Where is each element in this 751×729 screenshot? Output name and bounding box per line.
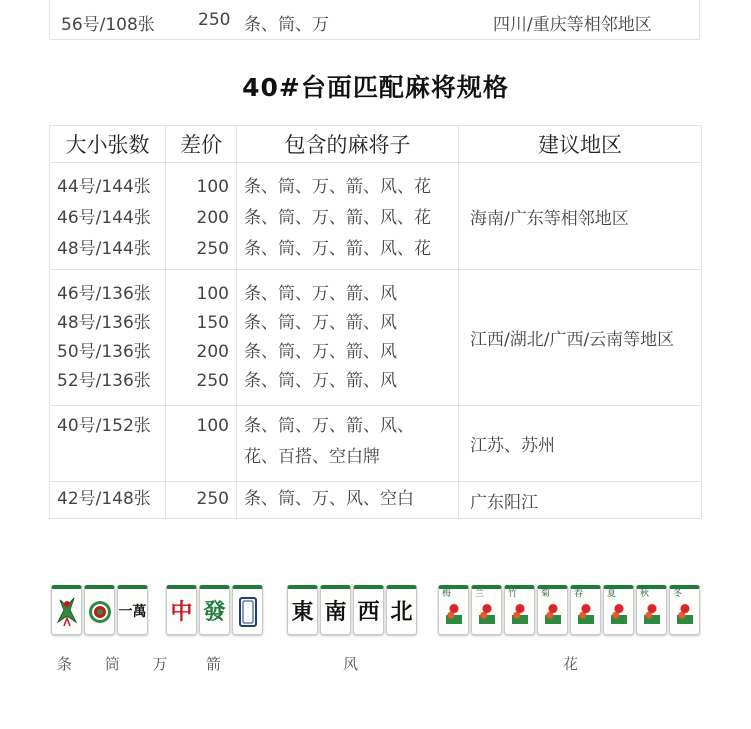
tile-char: 中 <box>170 598 193 625</box>
tiles-cell <box>237 163 459 270</box>
tiles-value: 条、筒、万、箭、风、 <box>244 416 414 436</box>
region-cell: 海南/广东等相邻地区 <box>459 163 702 270</box>
circle-tile <box>84 585 115 635</box>
price-value: 100 <box>196 284 229 304</box>
caption-flowers: 花 <box>563 655 579 673</box>
circle-icon <box>87 592 113 632</box>
price-cell <box>166 163 237 270</box>
tile-char: 北 <box>390 598 413 625</box>
size-value: 52号/136张 <box>57 371 151 391</box>
flower-tile-chrysanthemum <box>537 585 568 635</box>
caption-dragons: 箭 <box>206 655 222 673</box>
region-cell: 广东阳江 <box>459 482 702 519</box>
table-header-row <box>50 126 702 163</box>
tile-char: 南 <box>324 598 347 625</box>
size-value: 48号/136张 <box>57 313 151 333</box>
price-value: 250 <box>196 239 229 259</box>
tile-char: 東 <box>291 598 314 625</box>
white-dragon-tile <box>232 585 263 635</box>
price-value: 200 <box>196 208 229 228</box>
tiles-cell <box>237 482 459 519</box>
flower-tile-plum <box>438 585 469 635</box>
tile-char: 春 <box>574 589 584 599</box>
east-wind-tile <box>287 585 318 635</box>
price-cell <box>166 406 237 482</box>
header-tiles: 包含的麻将子 <box>237 126 459 163</box>
table-row <box>50 406 702 482</box>
price-value: 250 <box>196 371 229 391</box>
green-dragon-tile <box>199 585 230 635</box>
price-cell: 250 <box>198 10 231 30</box>
size-value: 46号/144张 <box>57 208 151 228</box>
table-row <box>50 482 702 519</box>
tile-char: 發 <box>203 598 226 625</box>
white-dragon-icon <box>237 595 259 629</box>
header-price: 差价 <box>166 126 237 163</box>
size-cell <box>50 163 166 270</box>
character-wan-tile <box>117 585 148 635</box>
tiles-value: 条、筒、万、箭、风、花 <box>244 208 431 228</box>
tile-char: 秋 <box>640 589 650 599</box>
tile-char: 西 <box>357 598 380 625</box>
tiles-value: 花、百搭、空白牌 <box>244 447 380 467</box>
price-cell <box>166 270 237 406</box>
tiles-cell <box>237 406 459 482</box>
flower-tile-bamboo <box>504 585 535 635</box>
flower-tile-autumn <box>636 585 667 635</box>
tile-char: 冬 <box>673 589 683 599</box>
header-size: 大小张数 <box>50 126 166 163</box>
tile-char: 梅 <box>442 589 452 599</box>
flower-tile-winter <box>669 585 700 635</box>
tiles-cell <box>237 270 459 406</box>
flower-tile-spring <box>570 585 601 635</box>
price-value: 250 <box>196 489 229 509</box>
size-value: 40号/152张 <box>57 416 151 436</box>
previous-table-row <box>49 0 700 40</box>
region-cell: 江西/湖北/广西/云南等地区 <box>459 270 702 406</box>
tile-char: 一萬 <box>118 603 147 620</box>
size-value: 48号/144张 <box>57 239 151 259</box>
west-wind-tile <box>353 585 384 635</box>
size-value: 42号/148张 <box>57 489 151 509</box>
price-value: 200 <box>196 342 229 362</box>
south-wind-tile <box>320 585 351 635</box>
size-value: 50号/136张 <box>57 342 151 362</box>
size-value: 44号/144张 <box>57 177 151 197</box>
tile-char: 竹 <box>508 589 518 599</box>
price-cell <box>166 482 237 519</box>
flower-tile-orchid <box>471 585 502 635</box>
spec-table <box>49 125 702 519</box>
tile-char: 兰 <box>475 589 485 599</box>
price-value: 150 <box>196 313 229 333</box>
tiles-cell: 条、筒、万 <box>244 15 329 35</box>
red-dragon-tile <box>166 585 197 635</box>
tile-char: 菊 <box>541 589 551 599</box>
page-title: 40#台面匹配麻将规格 <box>242 73 509 102</box>
tiles-value: 条、筒、万、箭、风、花 <box>244 239 431 259</box>
tile-illustrations <box>0 585 751 685</box>
flower-tile-summer <box>603 585 634 635</box>
caption-suits: 条 筒 万 <box>57 655 182 673</box>
region-cell: 江苏、苏州 <box>459 406 702 482</box>
tiles-value: 条、筒、万、箭、风、花 <box>244 177 431 197</box>
size-cell <box>50 406 166 482</box>
size-cell <box>50 482 166 519</box>
north-wind-tile <box>386 585 417 635</box>
price-value: 100 <box>196 177 229 197</box>
header-region: 建议地区 <box>459 126 702 163</box>
tiles-value: 条、筒、万、箭、风 <box>244 371 397 391</box>
tiles-value: 条、筒、万、箭、风 <box>244 313 397 333</box>
bamboo-bird-tile <box>51 585 82 635</box>
size-cell <box>50 270 166 406</box>
size-value: 46号/136张 <box>57 284 151 304</box>
tiles-value: 条、筒、万、箭、风 <box>244 342 397 362</box>
region-cell: 四川/重庆等相邻地区 <box>493 15 652 35</box>
table-row <box>50 163 702 270</box>
tile-char: 夏 <box>607 589 617 599</box>
caption-winds: 风 <box>343 655 359 673</box>
tiles-value: 条、筒、万、风、空白 <box>244 489 414 509</box>
size-cell: 56号/108张 <box>61 15 155 35</box>
price-value: 100 <box>196 416 229 436</box>
tiles-value: 条、筒、万、箭、风 <box>244 284 397 304</box>
bird-icon <box>54 592 80 632</box>
table-row <box>50 270 702 406</box>
